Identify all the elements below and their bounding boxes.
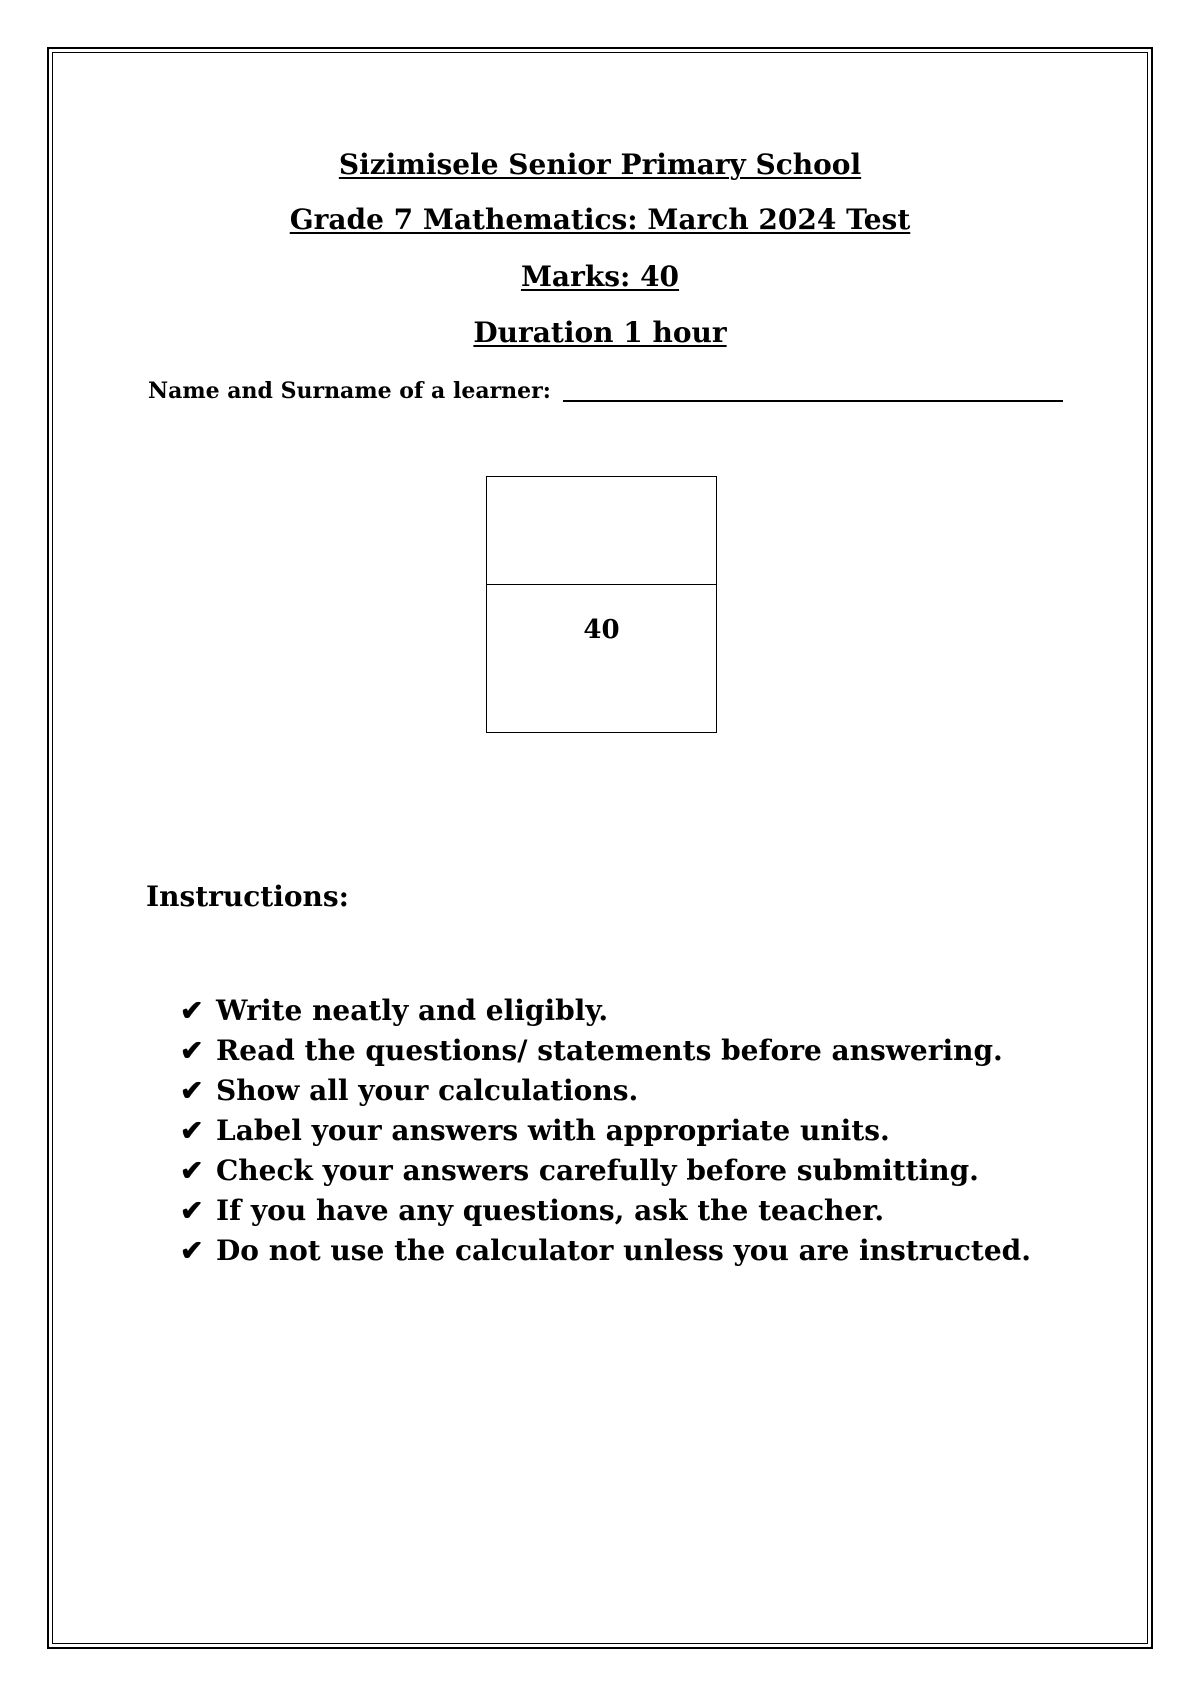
checkmark-icon: ✔ [180, 1193, 204, 1227]
instruction-text: Check your answers carefully before submitting. [216, 1153, 979, 1187]
instruction-text: Show all your calculations. [216, 1073, 639, 1107]
learner-name-blank-line[interactable] [563, 400, 1063, 402]
checkmark-icon: ✔ [180, 1073, 204, 1107]
instruction-text: Label your answers with appropriate units. [216, 1113, 890, 1147]
instruction-text: Read the questions/ statements before answering. [216, 1033, 1003, 1067]
instruction-text: Do not use the calculator unless you are instructed. [216, 1233, 1031, 1267]
test-duration: Duration 1 hour [473, 316, 727, 349]
checkmark-icon: ✔ [180, 1233, 204, 1267]
instruction-text: Write neatly and eligibly. [216, 993, 609, 1027]
list-item [180, 1110, 1031, 1150]
checkmark-icon: ✔ [180, 1033, 204, 1067]
checkmark-icon: ✔ [180, 1113, 204, 1147]
instructions-heading: Instructions: [146, 880, 350, 913]
learner-name-row [148, 378, 1063, 404]
score-obtained-cell[interactable] [487, 477, 716, 585]
list-item [180, 1070, 1031, 1110]
instruction-text: If you have any questions, ask the teacher. [216, 1193, 885, 1227]
list-item [180, 1230, 1031, 1270]
checkmark-icon: ✔ [180, 993, 204, 1027]
score-box [486, 476, 717, 733]
test-title: Grade 7 Mathematics: March 2024 Test [289, 203, 911, 236]
checkmark-icon: ✔ [180, 1153, 204, 1187]
marks-total: Marks: 40 [520, 260, 680, 293]
list-item [180, 990, 1031, 1030]
list-item [180, 1190, 1031, 1230]
score-total-value: 40 [583, 615, 620, 645]
learner-name-label: Name and Surname of a learner: [148, 378, 551, 404]
list-item [180, 1030, 1031, 1070]
list-item [180, 1150, 1031, 1190]
school-name: Sizimisele Senior Primary School [338, 148, 862, 181]
instructions-list [180, 990, 1031, 1270]
